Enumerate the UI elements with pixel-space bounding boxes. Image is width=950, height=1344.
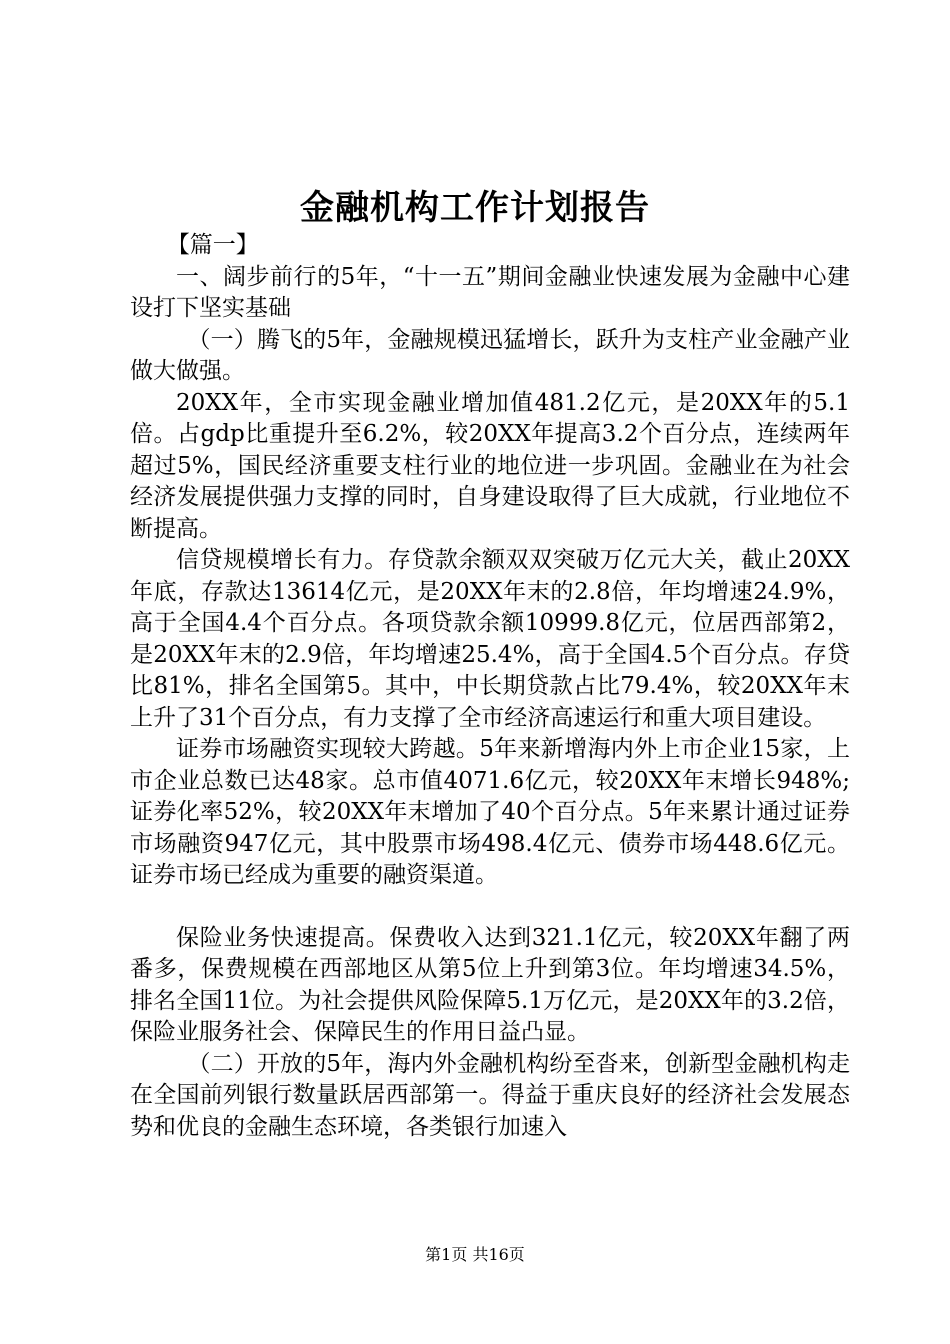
document-title: 金融机构工作计划报告 [300, 188, 650, 228]
body-paragraph: 证券市场融资实现较大跨越。5年来新增海内外上市企业15家，上市企业总数已达48家。总市值4071.6亿元，较20XX年末增长948%;证券化率52%，较20XX年末增加了40个百分点。5年来累计通过证券市场融资947亿元，其中股票市场498.4亿元、债券市场448.6亿元。证券市场已经成为重要的融资渠道。 [130, 736, 850, 888]
subheading-paragraph: （二）开放的5年，海内外金融机构纷至沓来，创新型金融机构走在全国前列银行数量跃居西部第一。得益于重庆良好的经济社会发展态势和优良的金融生态环境，各类银行加速入 [130, 1050, 850, 1140]
page-number-footer: 第1页 共16页 [425, 1245, 525, 1264]
subheading-paragraph: （一）腾飞的5年，金融规模迅猛增长，跃升为支柱产业金融产业做大做强。 [130, 326, 850, 384]
document-body [130, 230, 850, 1143]
body-paragraph: 20XX年，全市实现金融业增加值481.2亿元，是20XX年的5.1倍。占gdp比重提升至6.2%，较20XX年提高3.2个百分点，连续两年超过5%，国民经济重要支柱行业的地位进一步巩固。金融业在为社会经济发展提供强力支撑的同时，自身建设取得了巨大成就，行业地位不断提高。 [130, 389, 850, 542]
heading-paragraph: 一、阔步前行的5年，“十一五”期间金融业快速发展为金融中心建设打下坚实基础 [130, 263, 850, 321]
body-paragraph: 保险业务快速提高。保费收入达到321.1亿元，较20XX年翻了两番多，保费规模在西部地区从第5位上升到第3位。年均增速34.5%，排名全国11位。为社会提供风险保障5.1万亿元，是20XX年的3.2倍，保险业服务社会、保障民生的作用日益凸显。 [130, 924, 850, 1045]
body-paragraph: 信贷规模增长有力。存贷款余额双双突破万亿元大关，截止20XX年底，存款达13614亿元，是20XX年末的2.8倍，年均增速24.9%，高于全国4.4个百分点。各项贷款余额10999.8亿元，位居西部第2，是20XX年末的2.9倍，年均增速25.4%，高于全国4.5个百分点。存贷比81%，排名全国第5。其中，中长期贷款占比79.4%，较20XX年末上升了31个百分点，有力支撑了全市经济高速运行和重大项目建设。 [130, 547, 850, 731]
section-label: 【篇一】 [166, 232, 259, 258]
